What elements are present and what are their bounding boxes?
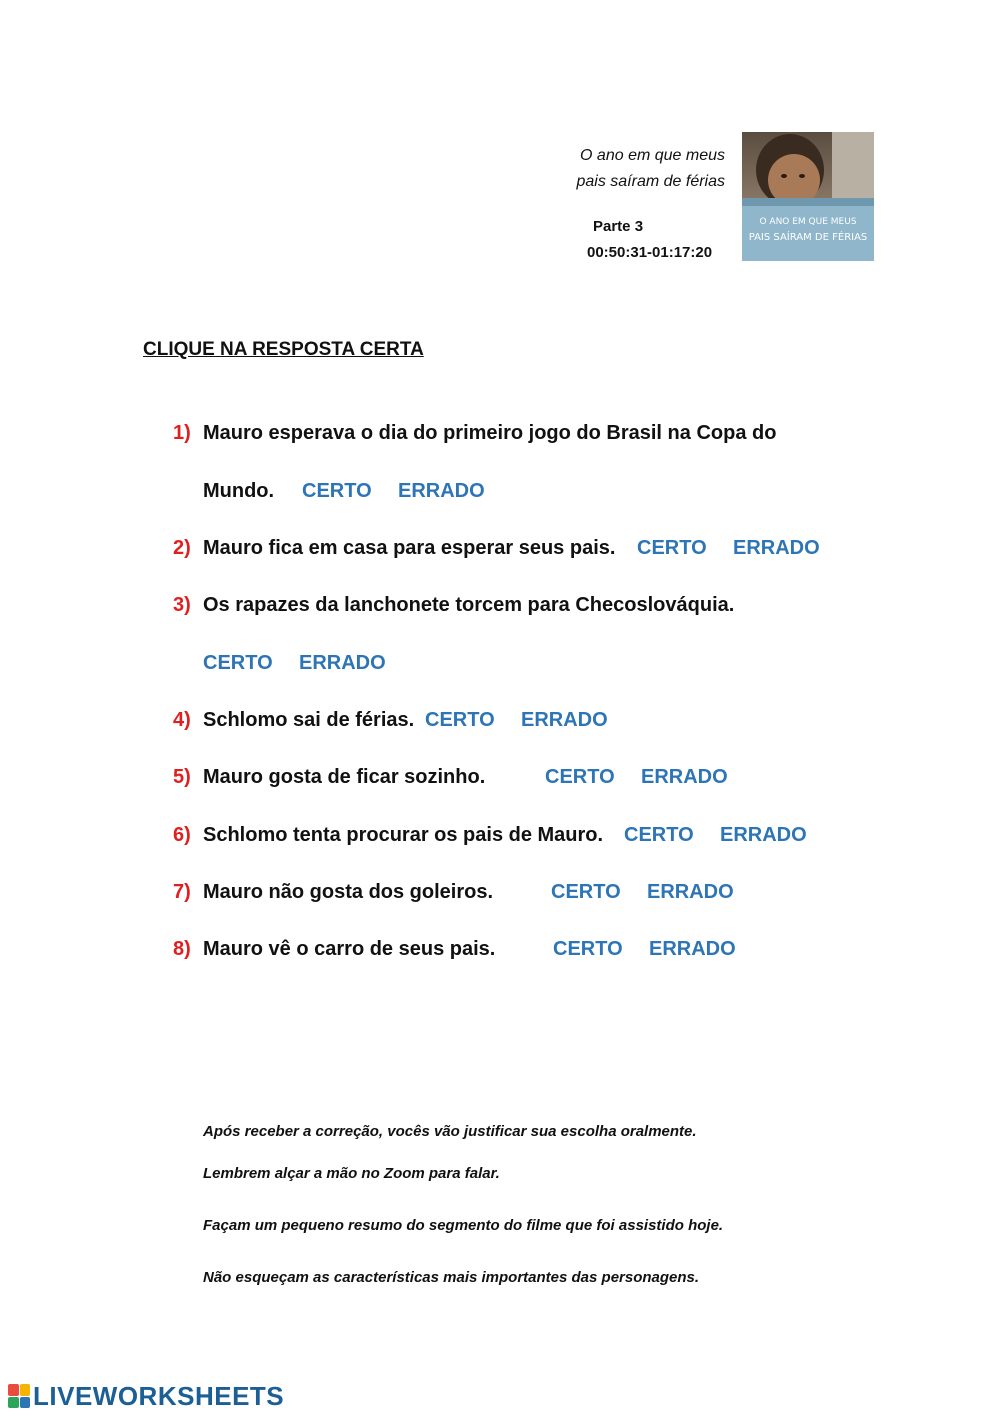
question-number: 2) [173,537,191,559]
errado-button[interactable]: ERRADO [733,537,820,559]
film-title [520,143,725,195]
question-text: Mauro fica em casa para esperar seus pais. [203,537,616,559]
note-line: Após receber a correção, vocês vão justificar sua escolha oralmente. [203,1123,697,1140]
errado-button[interactable]: ERRADO [641,766,728,788]
question-number: 7) [173,881,191,903]
note-line: Não esqueçam as características mais importantes das personagens. [203,1269,700,1286]
part-label: Parte 3 [593,218,644,235]
errado-button[interactable]: ERRADO [299,652,386,674]
question-number: 5) [173,766,191,788]
note-line: Façam um pequeno resumo do segmento do filme que foi assistido hoje. [203,1217,724,1234]
film-title-line1: O ano em que meus [580,147,725,164]
certo-button[interactable]: CERTO [553,938,623,960]
certo-button[interactable]: CERTO [551,881,621,903]
certo-button[interactable]: CERTO [203,652,273,674]
question-text: Schlomo sai de férias. [203,709,415,731]
liveworksheets-logo [8,1381,284,1411]
errado-button[interactable]: ERRADO [521,709,608,731]
question-number: 3) [173,594,191,616]
question-text-continued: Mundo. [203,480,275,502]
certo-button[interactable]: CERTO [425,709,495,731]
question-text: Mauro não gosta dos goleiros. [203,881,494,903]
errado-button[interactable]: ERRADO [649,938,736,960]
movie-poster-image [742,132,874,261]
errado-button[interactable]: ERRADO [720,824,807,846]
liveworksheets-logo-icon [8,1384,30,1408]
film-title-line2: pais saíram de férias [576,173,725,190]
logo-text: LIVEWORKSHEETS [33,1380,285,1411]
question-text: Os rapazes da lanchonete torcem para Checoslováquia. [203,594,735,616]
certo-button[interactable]: CERTO [624,824,694,846]
question-number: 8) [173,938,191,960]
poster-title-line2: PAIS SAÍRAM DE FÉRIAS [748,232,868,243]
question-text: Mauro gosta de ficar sozinho. [203,766,486,788]
question-number: 4) [173,709,191,731]
question-text: Mauro esperava o dia do primeiro jogo do Brasil na Copa do [203,422,777,444]
note-line: Lembrem alçar a mão no Zoom para falar. [203,1165,500,1182]
poster-title-line1: O ANO EM QUE MEUS [759,217,857,227]
question-text: Mauro vê o carro de seus pais. [203,938,496,960]
errado-button[interactable]: ERRADO [647,881,734,903]
certo-button[interactable]: CERTO [545,766,615,788]
question-number: 6) [173,824,191,846]
errado-button[interactable]: ERRADO [398,480,485,502]
question-text: Schlomo tenta procurar os pais de Mauro. [203,824,604,846]
question-number: 1) [173,422,191,444]
certo-button[interactable]: CERTO [302,480,372,502]
certo-button[interactable]: CERTO [637,537,707,559]
timecode: 00:50:31-01:17:20 [587,244,713,261]
instruction-heading: CLIQUE NA RESPOSTA CERTA [143,339,424,360]
